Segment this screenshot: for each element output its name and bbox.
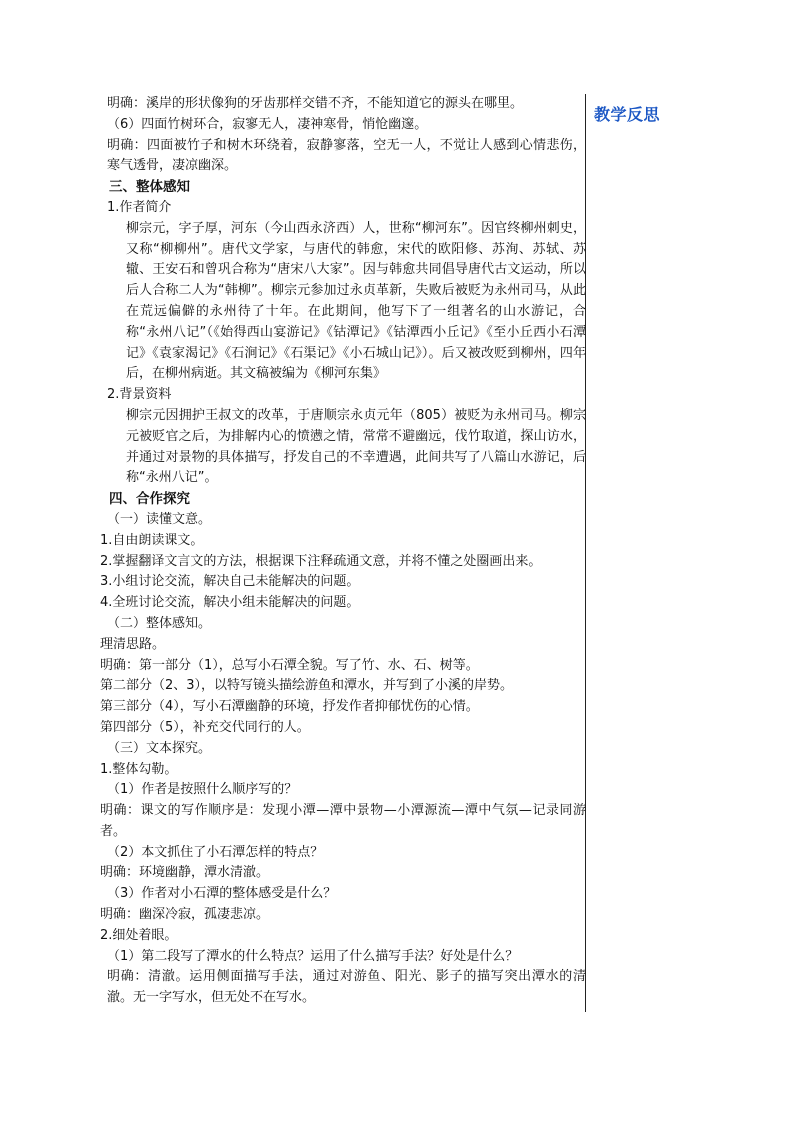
document-body — [100, 94, 586, 1009]
text-line: （1）第二段写了潭水的什么特点？运用了什么描写手法？好处是什么？ — [107, 948, 519, 964]
text-line: 明确：幽深冷寂，孤凄悲凉。 — [100, 907, 270, 923]
text-line: 1.整体勾勒。 — [100, 761, 178, 777]
text-line: （6）四面竹树环合，寂寥无人，凄神寒骨，悄怆幽邃。 — [107, 116, 428, 132]
section-heading: 三、整体感知 — [109, 179, 190, 196]
section-heading: 四、合作探究 — [109, 491, 190, 508]
text-line: 1.自由朗读课文。 — [100, 532, 204, 548]
text-line: 4.全班讨论交流，解决小组未能解决的问题。 — [100, 595, 360, 611]
text-line: 2.掌握翻译文言文的方法，根据课下注释疏通文意，并将不懂之处圈画出来。 — [100, 553, 542, 569]
text-paragraph: 柳宗元因拥护王叔文的改革，于唐顺宗永贞元年（805）被贬为永州司马。柳宗元被贬官之后，为排解内心的愤懑之情，常常不避幽远，伐竹取道，探山访水，并通过对景物的具体描写，抒发自己的不幸遭遇，此间共写了八篇山水游记，后称“永州八记”。 — [126, 407, 586, 486]
text-line: （3）作者对小石潭的整体感受是什么？ — [107, 886, 337, 902]
text-line: 第四部分（5），补充交代同行的人。 — [100, 719, 310, 735]
text-line: 第二部分（2、3），以特写镜头描绘游鱼和潭水，并写到了小溪的岸势。 — [100, 678, 514, 694]
text-line: （二）整体感知。 — [107, 615, 212, 631]
text-line: （1）作者是按照什么顺序写的？ — [107, 782, 298, 798]
text-paragraph: 柳宗元，字子厚，河东（今山西永济西）人，世称“柳河东”。因官终柳州刺史，又称“柳柳州”。唐代文学家，与唐代的韩愈，宋代的欧阳修、苏洵、苏轼、苏辙、王安石和曾巩合称为“唐宋八大家”。因与韩愈共同倡导唐代古文运动，所以后人合称二人为“韩柳”。柳宗元参加过永贞革新，失败后被贬为永州司马，从此在荒远偏僻的永州待了十年。在此期间，他写下了一组著名的山水游记，合称“永州八记”（《始得西山宴游记》《钴潭记》《钴潭西小丘记》《至小丘西小石潭记》《袁家渴记》《石涧记》《石渠记》《小石城山记》）。后又被改贬到柳州，四年后，在柳州病逝。其文稿被编为《柳河东集》 — [126, 220, 586, 382]
text-line: 理清思路。 — [100, 636, 166, 652]
text-line: （2）本文抓住了小石潭怎样的特点？ — [107, 844, 324, 860]
text-line: 2.细处着眼。 — [100, 927, 178, 943]
text-line: 明确：环境幽静，潭水清澈。 — [100, 865, 270, 881]
text-line: 明确：溪岸的形状像狗的牙齿那样交错不齐，不能知道它的源头在哪里。 — [107, 96, 524, 111]
text-line: （一）读懂文意。 — [107, 511, 212, 527]
text-paragraph: 明确：清澈。运用侧面描写手法，通过对游鱼、阳光、影子的描写突出潭水的清澈。无一字写水，但无处不在写水。 — [107, 969, 586, 1006]
text-paragraph: 明确：课文的写作顺序是：发现小潭—潭中景物—小潭源流—潭中气氛—记录同游者。 — [100, 803, 586, 839]
text-line: 3.小组讨论交流，解决自己未能解决的问题。 — [100, 574, 360, 590]
text-line: 第三部分（4），写小石潭幽静的环境，抒发作者抑郁忧伤的心情。 — [100, 699, 479, 715]
subsection-label: 2.背景资料 — [107, 387, 172, 403]
text-paragraph: 明确：四面被竹子和树木环绕着，寂静寥落，空无一人，不觉让人感到心情悲伤，寒气透骨，凄凉幽深。 — [107, 137, 586, 174]
teaching-reflection-title: 教学反思 — [594, 105, 661, 124]
column-divider — [585, 94, 586, 1012]
subsection-label: 1.作者简介 — [107, 199, 172, 215]
text-line: （三）文本探究。 — [107, 740, 212, 756]
text-line: 明确：第一部分（1），总写小石潭全貌。写了竹、水、石、树等。 — [100, 657, 479, 673]
